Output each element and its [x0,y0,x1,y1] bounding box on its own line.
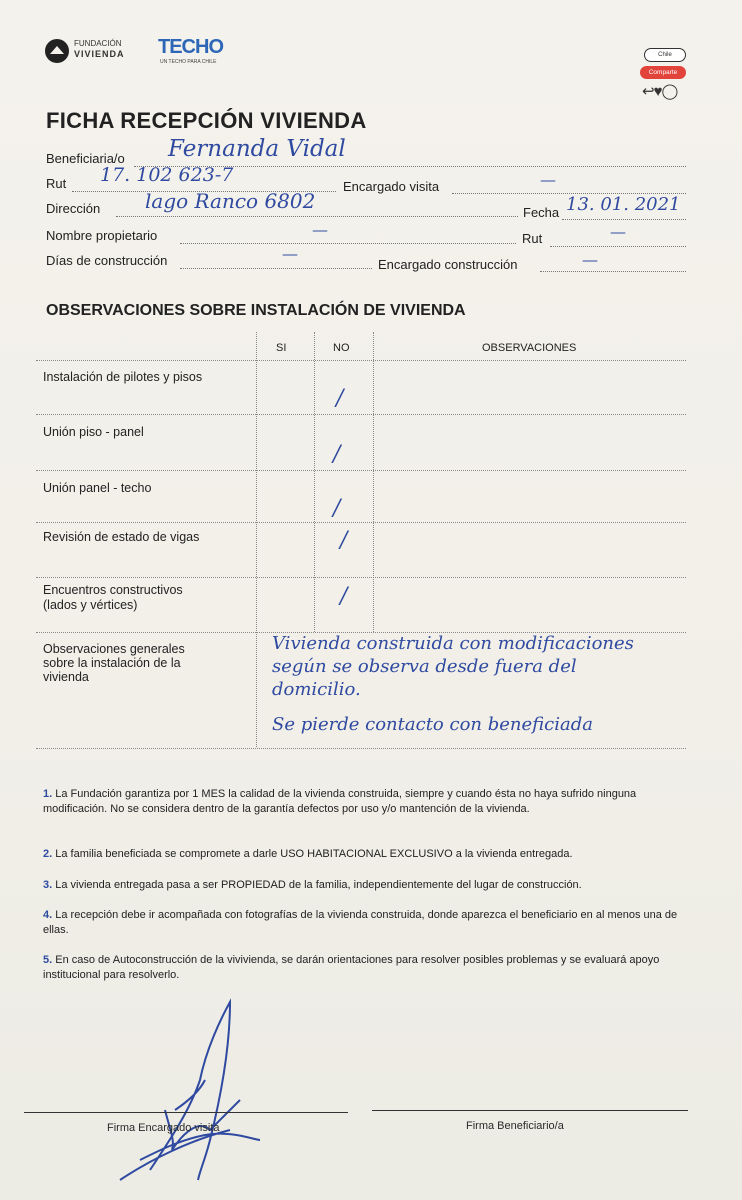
label-fecha: Fecha [523,205,560,220]
row-divider [36,470,686,471]
chile-comparte-badge [640,48,690,104]
signature-label-encargado: Firma Encargado visita [107,1122,220,1134]
row-check-no: / [336,386,344,411]
note-3-text: La vivienda entregada pasa a ser PROPIEDAD de la familia, independientemente del lugar de construcción. [55,879,582,891]
value-encargado-visita: — [540,170,556,189]
value-encargado-construccion: — [582,250,598,269]
row-check-no: / [333,442,341,467]
general-observations-label-1: Observaciones generales [43,642,185,656]
note-1-number: 1. [43,788,53,800]
row-check-no: / [340,528,348,553]
comparte-pill: Comparte [640,66,686,79]
note-1-text: La Fundación garantiza por 1 MES la calidad de la vivienda construida, siempre y cuando ésta no haya sufrido ninguna modificación. No se considera dentro de la garantía defectos por uso y/o mantención de la vivienda. [43,788,637,815]
note-5-number: 5. [43,954,53,966]
note-5 [43,953,693,983]
row-label: Instalación de pilotes y pisos [43,370,203,384]
chile-pill: Chile [644,48,686,62]
line-direccion [116,216,518,217]
techo-logo [158,36,238,70]
fundacion-logo [44,36,154,66]
signature-line-encargado [24,1112,348,1113]
row-divider [36,522,686,523]
line-nombre-propietario [180,243,516,244]
page-title: FICHA RECEPCIÓN VIVIENDA [46,108,367,133]
note-4-number: 4. [43,909,53,921]
note-3-number: 3. [43,879,53,891]
fundacion-logo-icon [44,38,70,64]
line-fecha [562,219,686,220]
label-rut-propietario: Rut [522,231,543,246]
value-beneficiaria: Fernanda Vidal [168,136,346,162]
header-observaciones: OBSERVACIONES [482,342,577,354]
note-4-text: La recepción debe ir acompañada con fotografías de la vivienda construida, donde aparezca el beneficiario en al menos una de ellas. [43,909,678,936]
label-rut: Rut [46,176,67,191]
general-observations-text-4: Se pierde contacto con beneficiada [272,714,593,735]
row-label-line1: Encuentros constructivos [43,583,183,597]
fundacion-logo-line1: FUNDACIÓN [74,39,122,48]
table-bottom-border [36,748,686,749]
row-label: Unión panel - techo [43,481,152,495]
general-observations-label-2: sobre la instalación de la [43,656,181,670]
signature-drawing [80,990,280,1190]
note-3 [43,878,693,893]
label-dias-construccion: Días de construcción [46,253,168,268]
note-5-text: En caso de Autoconstrucción de la vivivienda, se darán orientaciones para resolver posibles problemas y se evaluará apoyo institucional para resolverlo. [43,954,660,981]
header-no: NO [333,342,350,354]
techo-logo-tagline: UN TECHO PARA CHILE [160,59,217,65]
note-2-number: 2. [43,848,53,860]
line-encargado-construccion [540,271,686,272]
note-2 [43,847,693,862]
row-label: Unión piso - panel [43,425,144,439]
signature-label-beneficiario: Firma Beneficiario/a [466,1120,564,1132]
row-check-no: / [333,496,341,521]
line-dias-construccion [180,268,372,269]
header-underline [36,360,686,361]
col-divider-2 [314,332,315,632]
signature-line-beneficiario [372,1110,688,1111]
value-rut: 17. 102 623-7 [100,164,234,186]
line-rut-propietario [550,246,686,247]
row-divider [36,577,686,578]
label-encargado-construccion: Encargado construcción [378,257,518,272]
value-rut-propietario: — [610,222,626,241]
section-title: OBSERVACIONES SOBRE INSTALACIÓN DE VIVIENDA [46,302,466,319]
row-label: Revisión de estado de vigas [43,530,200,544]
badge-symbols-icon: ↩♥◯ [642,83,678,100]
row-label-line2: (lados y vértices) [43,598,138,612]
general-observations-text-1: Vivienda construida con modificaciones [272,633,634,654]
col-divider-1 [256,332,257,747]
techo-logo-wordmark: TECHO [158,36,223,58]
note-2-text: La familia beneficiada se compromete a darle USO HABITACIONAL EXCLUSIVO a la vivienda entregada. [55,848,573,860]
note-1 [43,787,693,817]
label-beneficiaria: Beneficiaria/o [46,151,125,166]
value-fecha: 13. 01. 2021 [566,194,681,215]
label-encargado-visita: Encargado visita [343,179,440,194]
row-check-no: / [340,584,348,609]
label-direccion: Dirección [46,201,101,216]
value-nombre-propietario: — [312,220,328,239]
label-nombre-propietario: Nombre propietario [46,228,158,243]
general-observations-text-2: según se observa desde fuera del [272,656,577,677]
value-direccion: lago Ranco 6802 [145,189,316,213]
value-dias-construccion: — [282,244,298,263]
col-divider-3 [373,332,374,632]
fundacion-logo-line2: VIVIENDA [74,49,125,59]
general-observations-label-3: vivienda [43,670,89,684]
row-divider [36,414,686,415]
note-4 [43,908,693,938]
general-observations-text-3: domicilio. [272,679,361,700]
header-si: SI [276,342,287,354]
